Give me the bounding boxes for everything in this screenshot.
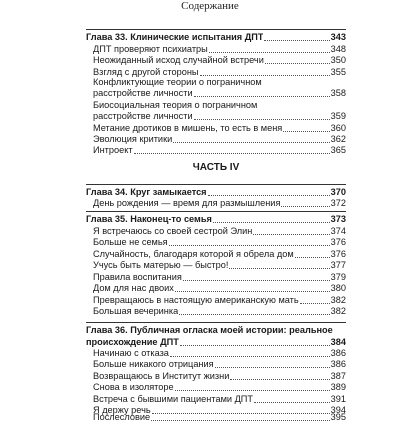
entry-title: Правила воспитания [93, 271, 182, 282]
dot-leader [209, 52, 330, 53]
entry-page: 374 [330, 226, 346, 236]
dot-leader [134, 153, 330, 154]
section-entry [93, 111, 346, 122]
dot-leader [254, 402, 330, 403]
chapter-rule [86, 184, 346, 185]
section-entry [93, 260, 346, 271]
entry-title: Дом для нас двоих [93, 283, 174, 293]
section-entry [93, 295, 346, 306]
dot-leader [253, 234, 329, 235]
dot-leader [180, 345, 330, 346]
entry-page: 362 [330, 134, 346, 144]
entry-title: Случайность, благодаря которой я обрела дом [93, 248, 294, 259]
entry-title: Глава 33. Клинические испытания ДПТ [86, 32, 264, 42]
entry-title: Снова в изоляторе [93, 382, 174, 392]
entry-title: Глава 36. Публичная огласка моей истории: реальное [86, 325, 333, 335]
entry-title: расстройстве личности [93, 88, 193, 98]
section-entry [93, 272, 346, 283]
entry-page: 376 [330, 248, 346, 259]
entry-page: 379 [330, 271, 346, 282]
entry-title: Неожиданный исход случайной встречи [93, 55, 264, 65]
chapter-rule [86, 29, 346, 30]
dot-leader [170, 356, 330, 357]
entry-page: 370 [330, 187, 346, 197]
entry-page: 348 [330, 43, 346, 54]
dot-leader [194, 119, 330, 120]
section-entry [93, 198, 346, 209]
entry-title: День рождения — время для размышления [93, 198, 281, 208]
entry-page: 384 [330, 336, 346, 347]
dot-leader [230, 379, 329, 380]
section-entry [93, 382, 346, 393]
dot-leader [213, 222, 330, 223]
entry-page: 365 [330, 145, 346, 155]
dot-leader [300, 303, 330, 304]
entry-page: 380 [330, 283, 346, 293]
section-entry [93, 67, 346, 78]
entry-title: Биосоциальная теория о пограничном [93, 100, 258, 110]
chapter-entry [86, 325, 346, 336]
entry-title: Взгляд с другой стороны [93, 66, 199, 77]
entry-title: Большая вечеринка [93, 306, 179, 316]
section-entry [93, 134, 346, 145]
section-entry [93, 371, 346, 382]
section-entry [93, 55, 346, 66]
entry-page: 386 [330, 359, 346, 369]
entry-page: 359 [330, 111, 346, 121]
dot-leader [173, 142, 329, 143]
entry-page: 389 [330, 382, 346, 392]
entry-title: происхождение ДПТ [86, 336, 179, 347]
entry-title: Я встречаюсь со своей сестрой Элин [93, 226, 253, 236]
section-entry [93, 77, 346, 88]
entry-title: Больше не семья [93, 237, 168, 247]
part-heading: ЧАСТЬ IV [192, 162, 240, 173]
running-head: Содержание [181, 0, 239, 12]
entry-title: Начинаю с отказа [93, 348, 169, 358]
entry-page: 355 [330, 66, 346, 77]
entry-title: ДПТ проверяют психиатры [93, 43, 208, 54]
dot-leader [295, 257, 330, 258]
entry-title: Метание дротиков в мишень, то есть в меня [93, 122, 283, 133]
section-entry [93, 249, 346, 260]
dot-leader [183, 280, 330, 281]
entry-title: Превращаюсь в настоящую американскую мать [93, 294, 299, 305]
entry-title: расстройстве личности [93, 111, 193, 121]
section-entry [93, 145, 346, 156]
chapter-entry [86, 32, 346, 43]
entry-page: 360 [330, 122, 346, 133]
chapter-rule [86, 211, 346, 212]
entry-title: Конфликтующие теории о пограничном [93, 77, 262, 87]
dot-leader [215, 367, 330, 368]
section-entry [93, 237, 346, 248]
entry-title: Глава 34. Круг замыкается [86, 187, 207, 197]
entry-title: Послесловие [93, 412, 151, 422]
entry-page: 358 [330, 88, 346, 98]
entry-title: Больше никакого отрицания [93, 359, 214, 369]
dot-leader [175, 390, 330, 391]
entry-title: Эволюция критики [93, 134, 173, 144]
section-entry [93, 306, 346, 317]
section-entry [93, 359, 346, 370]
dot-leader [208, 195, 330, 196]
chapter-rule [86, 322, 346, 323]
chapter-entry [86, 337, 346, 348]
dot-leader [283, 131, 329, 132]
dot-leader [179, 314, 329, 315]
section-entry [93, 123, 346, 134]
dot-leader [264, 40, 329, 41]
section-entry [93, 283, 346, 294]
entry-page: 377 [330, 260, 346, 270]
entry-page: 372 [330, 198, 346, 208]
dot-leader [281, 206, 329, 207]
entry-page: 394 [330, 404, 346, 415]
section-entry [93, 412, 346, 423]
dot-leader [194, 96, 330, 97]
entry-page: 395 [330, 412, 346, 422]
entry-page: 387 [330, 370, 346, 381]
dot-leader [151, 420, 330, 421]
entry-page: 373 [330, 214, 346, 224]
section-entry [93, 44, 346, 55]
dot-leader [169, 245, 330, 246]
entry-title: Возвращаюсь в Институт жизни [93, 370, 230, 381]
entry-page: 382 [330, 306, 346, 316]
dot-leader [200, 75, 330, 76]
entry-title: Интроект [93, 145, 133, 155]
chapter-entry [86, 187, 346, 198]
dot-leader [175, 291, 330, 292]
entry-title: Учусь быть матерью — быстро! [93, 260, 229, 270]
entry-page: 350 [330, 55, 346, 65]
entry-title: Глава 35. Наконец-то семья [86, 214, 212, 224]
dot-leader [265, 63, 330, 64]
entry-page: 386 [330, 348, 346, 358]
entry-page: 391 [330, 393, 346, 404]
section-entry [93, 348, 346, 359]
entry-page: 382 [330, 294, 346, 305]
section-entry [93, 394, 346, 405]
entry-page: 343 [330, 32, 346, 42]
entry-title: Я держу речь [93, 404, 151, 415]
section-entry [93, 88, 346, 99]
entry-title: Встреча с бывшими пациентами ДПТ [93, 393, 254, 404]
entry-page: 376 [330, 237, 346, 247]
section-entry [93, 226, 346, 237]
chapter-entry [86, 214, 346, 225]
section-entry [93, 100, 346, 111]
dot-leader [229, 268, 329, 269]
